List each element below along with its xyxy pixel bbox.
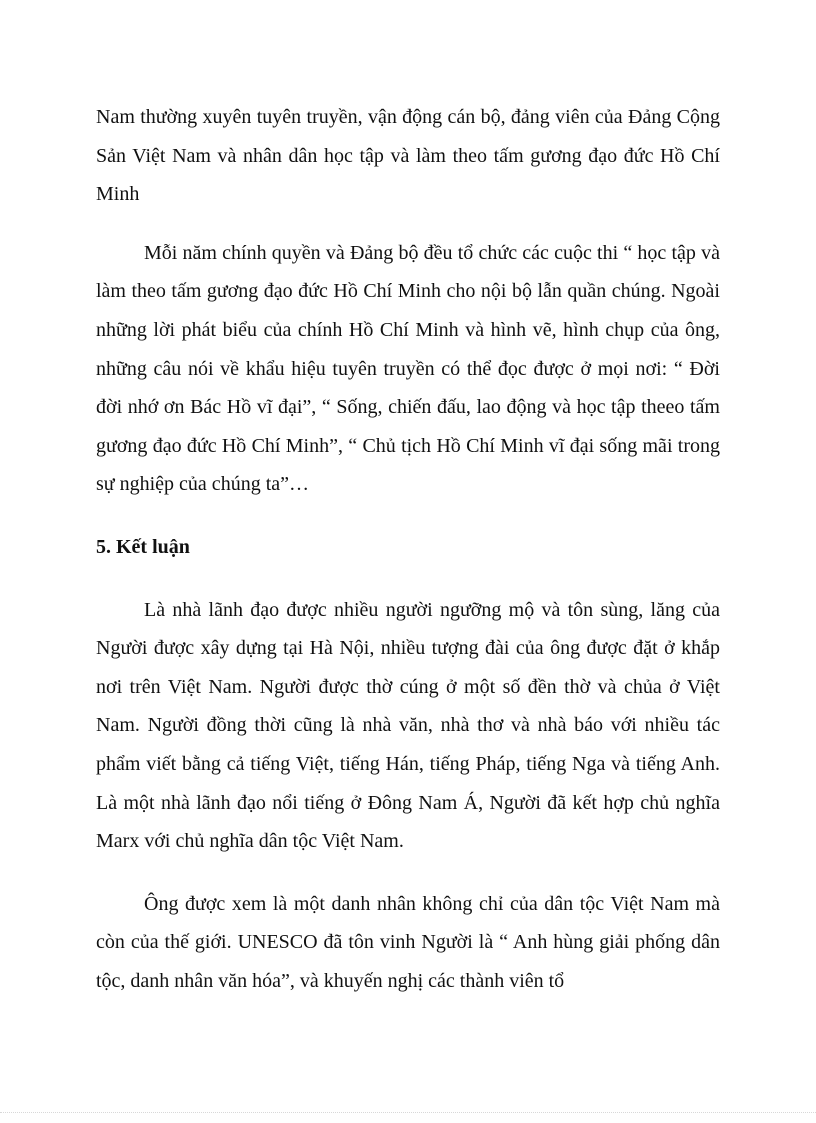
paragraph-continuation: Nam thường xuyên tuyên truyền, vận động cán bộ, đảng viên của Đảng Cộng Sản Việt Nam và nhân dân học tập và làm theo tấm gương đạo đức Hồ Chí Minh [96,106,720,206]
paragraph-unesco: Ông được xem là một danh nhân không chỉ của dân tộc Việt Nam mà còn của thế giới. UNESCO đã tôn vinh Người là “ Anh hùng giải phống dân tộc, danh nhân văn hóa”, và khuyến nghị các thành viên tổ [96,892,720,992]
document-body [96,98,720,1000]
paragraph-contests: Mỗi năm chính quyền và Đảng bộ đều tổ chức các cuộc thi “ học tập và làm theo tấm gương đạo đức Hồ Chí Minh cho nội bộ lẫn quần chúng. Ngoài những lời phát biểu của chính Hồ Chí Minh và hình vẽ, hình chụp của ông, những câu nói về khẩu hiệu tuyên truyền có thể đọc được ở mọi nơi: “ Đời đời nhớ ơn Bác Hồ vĩ đại”, “ Sống, chiến đấu, lao động và học tập theeo tấm gương đạo đức Hồ Chí Minh”, “ Chủ tịch Hồ Chí Minh vĩ đại sống mãi trong sự nghiệp của chúng ta”… [96,241,720,496]
page-bottom-rule [0,1112,816,1113]
paragraph-leader: Là nhà lãnh đạo được nhiều người ngưỡng mộ và tôn sùng, lăng của Người được xây dựng tại Hà Nội, nhiều tượng đài của ông được đặt ở khắp nơi trên Việt Nam. Người được thờ cúng ở một số đền thờ và chủa ở Việt Nam. Người đồng thời cũng là nhà văn, nhà thơ và nhà báo với nhiều tác phẩm viết bằng cả tiếng Việt, tiếng Hán, tiếng Pháp, tiếng Nga và tiếng Anh. Là một nhà lãnh đạo nổi tiếng ở Đông Nam Á, Người đã kết hợp chủ nghĩa Marx với chủ nghĩa dân tộc Việt Nam. [96,598,720,853]
section-heading-conclusion: 5. Kết luận [96,535,190,558]
